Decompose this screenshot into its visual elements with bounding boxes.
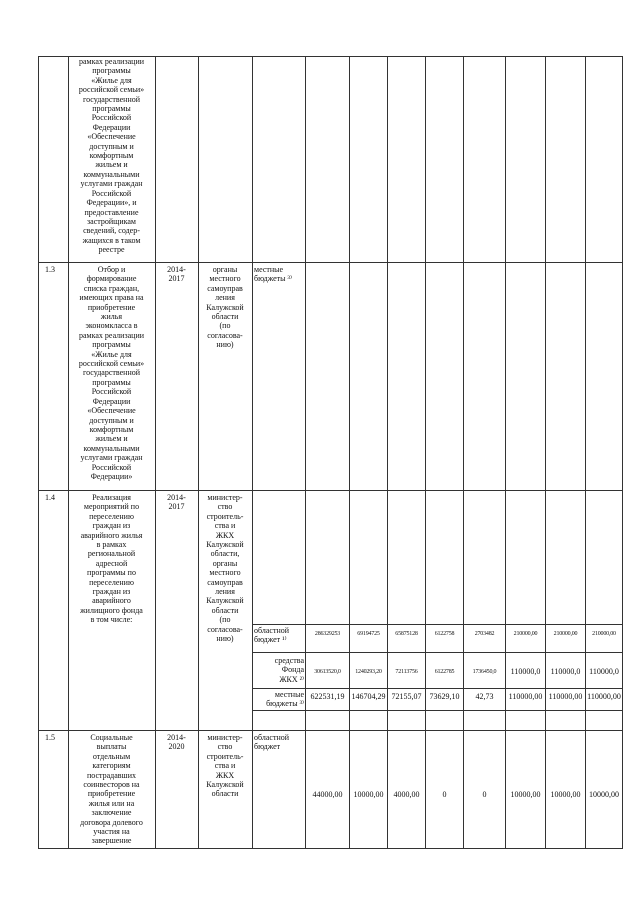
row-15-source: областной бюджет bbox=[254, 733, 290, 752]
row-14-fund-2020: 110000,0 bbox=[589, 667, 619, 676]
row-15-2014: 10000,00 bbox=[353, 790, 384, 799]
row-14-regional-2019: 210000,00 bbox=[553, 631, 578, 637]
row-14-local-2016b: 73629,10 bbox=[429, 692, 460, 701]
row-15-2018: 10000,00 bbox=[510, 790, 541, 799]
row-14-description: Реализация мероприятий по переселению граждан из аварийного жилья в рамках региональной адресной программы по переселению граждан из аварийного жилищного фонда в том числе: bbox=[80, 493, 143, 625]
row-line-13 bbox=[38, 262, 623, 263]
row-13-period: 2014- 2017 bbox=[167, 265, 186, 284]
row-14-regional-2015: 65875128 bbox=[395, 631, 418, 637]
row-14-fund-2015: 1240293,20 bbox=[355, 669, 382, 675]
row-line-14a bbox=[252, 624, 623, 625]
row-15-description: Социальные выплаты отдельным категориям пострадавших соинвесторов на приобретение жилья или на заключение договора долевого участия на завершение bbox=[80, 733, 143, 846]
row-15-2017: 0 bbox=[482, 790, 487, 799]
row-line-15 bbox=[38, 730, 623, 731]
row-prev-description: рамках реализации программы «Жилье для российской семьи» государственной программы Российской Федерации «Обеспечение доступным и комфортным жильем и коммунальными услугами граждан Российской Федерации», и предоставление застройщикам сведений, содер- жащихся в таком реестре bbox=[78, 57, 145, 255]
row-14-regional-2020: 210000,00 bbox=[592, 631, 616, 637]
row-14-local-2020: 110000,00 bbox=[587, 692, 621, 701]
row-13-executor: органы местного самоуправ ления Калужской области (по согласова- нию) bbox=[206, 265, 244, 350]
row-15-number: 1.5 bbox=[45, 733, 55, 742]
row-15-2015: 4000,00 bbox=[393, 790, 420, 799]
row-14-local-2015: 146704,29 bbox=[351, 692, 386, 701]
row-line-14c bbox=[252, 688, 623, 689]
row-14-regional-total: 286329253 bbox=[314, 631, 341, 637]
row-14-executor: министер- ство строитель- ства и ЖКХ Калужской области, органы местного самоуправ ления Калужской области (по согласова- нию) bbox=[206, 493, 244, 644]
row-14-regional-2016: 6122758 bbox=[434, 631, 455, 637]
row-14-number: 1.4 bbox=[45, 493, 55, 502]
row-15-total: 44000,00 bbox=[312, 790, 343, 799]
row-14-local-2019: 110000,00 bbox=[548, 692, 583, 701]
row-14-regional-2017: 2703482 bbox=[474, 631, 495, 637]
row-15-2020: 10000,00 bbox=[589, 790, 619, 799]
row-14-regional-2018: 210000,00 bbox=[513, 631, 538, 637]
row-14-fund-total: 30613520,0 bbox=[314, 669, 341, 675]
row-line-bottom bbox=[38, 848, 623, 849]
row-14-local-total: 622531,19 bbox=[310, 692, 345, 701]
row-15-2019: 10000,00 bbox=[550, 790, 581, 799]
row-line-14d bbox=[252, 710, 623, 711]
row-13-source: местные бюджеты ³⁾ bbox=[254, 265, 292, 284]
row-14-fund-2017: 1736450,0 bbox=[472, 669, 497, 675]
row-14-fund-2016b: 6122785 bbox=[434, 669, 455, 675]
row-14-source-fund: средства Фонда ЖКХ ²⁾ bbox=[274, 656, 304, 684]
row-14-local-2018: 110000,00 bbox=[508, 692, 543, 701]
row-15-executor: министер- ство строитель- ства и ЖКХ Калужской области bbox=[206, 733, 244, 799]
row-line-14 bbox=[38, 490, 623, 491]
row-line-14b bbox=[252, 652, 623, 653]
row-15-period: 2014- 2020 bbox=[167, 733, 186, 752]
row-14-fund-2018: 110000,0 bbox=[510, 667, 541, 676]
row-14-period: 2014- 2017 bbox=[167, 493, 186, 512]
row-13-number: 1.3 bbox=[45, 265, 55, 274]
row-15-2016: 0 bbox=[442, 790, 447, 799]
row-14-local-2017: 42,73 bbox=[475, 692, 494, 701]
row-14-source-local: местные бюджеты ³⁾ bbox=[266, 690, 304, 709]
row-14-source-regional: областной бюджет ¹⁾ bbox=[254, 626, 290, 645]
row-14-fund-2019: 110000,0 bbox=[550, 667, 581, 676]
row-13-description: Отбор и формирование списка граждан, имеющих права на приобретение жилья экономкласса в рамках реализации программы «Жилье для российской семьи» государственной программы Российской Федерации «Обеспечение доступным и комфортным жильем и коммунальными услугами граждан Российской Федерации» bbox=[78, 265, 145, 481]
row-14-fund-2016: 72113756 bbox=[395, 669, 418, 675]
row-14-regional-2014: 69194725 bbox=[357, 631, 380, 637]
row-14-local-2016: 72155,07 bbox=[391, 692, 422, 701]
